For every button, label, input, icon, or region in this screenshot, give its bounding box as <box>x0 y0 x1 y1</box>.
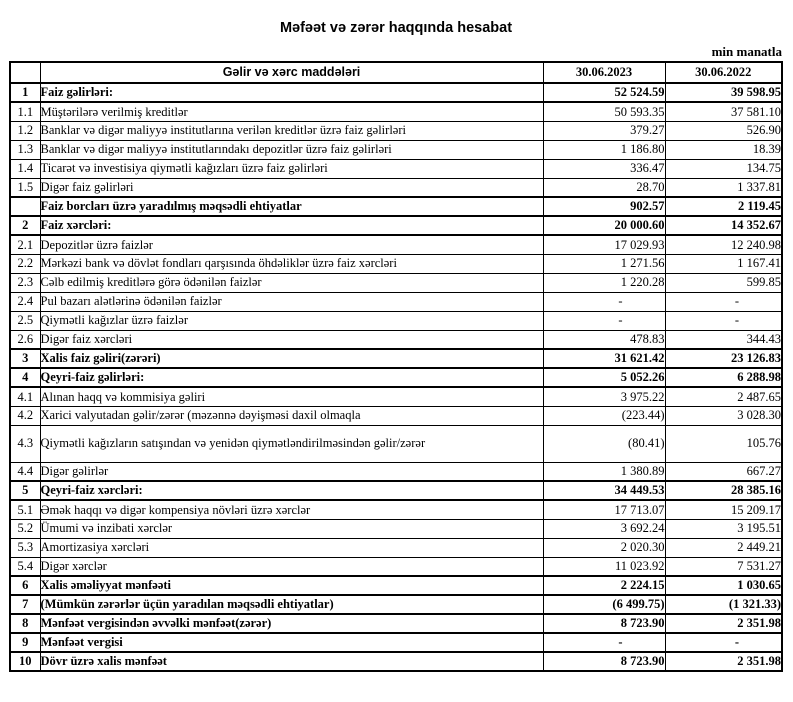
row-number: 10 <box>10 652 40 671</box>
value-2022: 1 167.41 <box>665 254 782 273</box>
value-2023: 3 975.22 <box>543 387 665 406</box>
table-row <box>10 102 782 121</box>
row-label: Pul bazarı alətlərinə ödənilən faizlər <box>40 292 543 311</box>
value-2022: 15 209.17 <box>665 500 782 519</box>
row-label: Müştərilərə verilmiş kreditlər <box>40 102 543 121</box>
value-2023: 2 020.30 <box>543 538 665 557</box>
value-2023: 17 029.93 <box>543 235 665 254</box>
row-number: 2.1 <box>10 235 40 254</box>
value-2023: 1 186.80 <box>543 140 665 159</box>
row-label: Xalis faiz gəliri(zərəri) <box>40 349 543 368</box>
value-2023: 8 723.90 <box>543 652 665 671</box>
value-2023: - <box>543 311 665 330</box>
table-row <box>10 140 782 159</box>
table-row <box>10 349 782 368</box>
value-2022: - <box>665 292 782 311</box>
row-number: 1.2 <box>10 121 40 140</box>
table-row <box>10 83 782 102</box>
row-label: Banklar və digər maliyyə institutlarına verilən kreditlər üzrə faiz gəlirləri <box>40 121 543 140</box>
value-2023: 336.47 <box>543 159 665 178</box>
row-label: Qiymətli kağızların satışından və yenidən qiymətləndirilməsindən gəlir/zərər <box>40 425 543 462</box>
value-2023: - <box>543 292 665 311</box>
row-number: 2 <box>10 216 40 235</box>
row-number <box>10 197 40 216</box>
value-2022: 37 581.10 <box>665 102 782 121</box>
table-row <box>10 368 782 387</box>
table-row <box>10 254 782 273</box>
row-label: Faiz gəlirləri: <box>40 83 543 102</box>
value-2022: 12 240.98 <box>665 235 782 254</box>
page-title: Məfəət və zərər haqqında hesabat <box>279 20 513 36</box>
row-number: 3 <box>10 349 40 368</box>
table-row <box>10 121 782 140</box>
value-2023: (6 499.75) <box>543 595 665 614</box>
table-row <box>10 595 782 614</box>
value-2022: - <box>665 311 782 330</box>
row-label: Əmək haqqı və digər kompensiya növləri üzrə xərclər <box>40 500 543 519</box>
value-2022: 23 126.83 <box>665 349 782 368</box>
row-number: 4.1 <box>10 387 40 406</box>
row-number: 5.4 <box>10 557 40 576</box>
row-label: Mənfəət vergisindən əvvəlki mənfəət(zərər) <box>40 614 543 633</box>
table-row <box>10 159 782 178</box>
table-row <box>10 576 782 595</box>
row-number: 2.6 <box>10 330 40 349</box>
value-2022: 526.90 <box>665 121 782 140</box>
profit-loss-table <box>9 61 783 672</box>
row-label: Xarici valyutadan gəlir/zərər (məzənnə dəyişməsi daxil olmaqla <box>40 406 543 425</box>
row-number: 1.1 <box>10 102 40 121</box>
row-number: 4 <box>10 368 40 387</box>
row-label: Depozitlər üzrə faizlər <box>40 235 543 254</box>
table-row <box>10 216 782 235</box>
row-label: Alınan haqq və kommisiya gəliri <box>40 387 543 406</box>
value-2023: 478.83 <box>543 330 665 349</box>
header-row <box>10 62 782 83</box>
value-2023: - <box>543 633 665 652</box>
row-label: Digər faiz xərcləri <box>40 330 543 349</box>
table-row <box>10 538 782 557</box>
table-row <box>10 406 782 425</box>
row-label: Qiymətli kağızlar üzrə faizlər <box>40 311 543 330</box>
row-label: Ticarət və investisiya qiymətli kağızları üzrə faiz gəlirləri <box>40 159 543 178</box>
row-label: Digər xərclər <box>40 557 543 576</box>
table-body <box>10 83 782 671</box>
value-2023: 379.27 <box>543 121 665 140</box>
value-2023: 11 023.92 <box>543 557 665 576</box>
table-row <box>10 178 782 197</box>
report-sheet <box>9 20 783 672</box>
value-2023: 2 224.15 <box>543 576 665 595</box>
value-2023: 20 000.60 <box>543 216 665 235</box>
value-2022: 3 195.51 <box>665 519 782 538</box>
row-label: Digər gəlirlər <box>40 462 543 481</box>
row-label: Qeyri-faiz xərcləri: <box>40 481 543 500</box>
table-row <box>10 500 782 519</box>
table-row <box>10 614 782 633</box>
row-number: 1.4 <box>10 159 40 178</box>
value-2022: 1 030.65 <box>665 576 782 595</box>
value-2022: 14 352.67 <box>665 216 782 235</box>
value-2023: 31 621.42 <box>543 349 665 368</box>
value-2022: 3 028.30 <box>665 406 782 425</box>
table-row <box>10 292 782 311</box>
value-2022: 667.27 <box>665 462 782 481</box>
row-number: 2.3 <box>10 273 40 292</box>
value-2023: 34 449.53 <box>543 481 665 500</box>
value-2022: - <box>665 633 782 652</box>
value-2022: 344.43 <box>665 330 782 349</box>
row-number: 2.5 <box>10 311 40 330</box>
table-row <box>10 557 782 576</box>
row-number: 5 <box>10 481 40 500</box>
row-number: 7 <box>10 595 40 614</box>
table-row <box>10 481 782 500</box>
header-cell-period-2: 30.06.2022 <box>665 62 782 83</box>
value-2023: 1 380.89 <box>543 462 665 481</box>
value-2023: (80.41) <box>543 425 665 462</box>
row-label: (Mümkün zərərlər üçün yaradılan məqsədli ehtiyatlar) <box>40 595 543 614</box>
value-2022: 2 351.98 <box>665 614 782 633</box>
row-label: Xalis əməliyyat mənfəəti <box>40 576 543 595</box>
header-cell-items: Gəlir və xərc maddələri <box>40 62 543 83</box>
row-label: Mənfəət vergisi <box>40 633 543 652</box>
value-2023: 3 692.24 <box>543 519 665 538</box>
row-label: Banklar və digər maliyyə institutlarındakı depozitlər üzrə faiz gəlirləri <box>40 140 543 159</box>
row-label: Cəlb edilmiş kreditlərə görə ödənilən faizlər <box>40 273 543 292</box>
table-row <box>10 519 782 538</box>
row-number: 5.3 <box>10 538 40 557</box>
row-number: 2.2 <box>10 254 40 273</box>
value-2022: 2 487.65 <box>665 387 782 406</box>
value-2022: 599.85 <box>665 273 782 292</box>
table-row <box>10 462 782 481</box>
value-2022: 18.39 <box>665 140 782 159</box>
table-row <box>10 652 782 671</box>
value-2023: 1 271.56 <box>543 254 665 273</box>
value-2023: (223.44) <box>543 406 665 425</box>
row-number: 5.1 <box>10 500 40 519</box>
value-2022: 1 337.81 <box>665 178 782 197</box>
row-number: 4.4 <box>10 462 40 481</box>
table-row <box>10 273 782 292</box>
value-2023: 8 723.90 <box>543 614 665 633</box>
value-2022: 134.75 <box>665 159 782 178</box>
row-number: 2.4 <box>10 292 40 311</box>
row-number: 1 <box>10 83 40 102</box>
value-2023: 17 713.07 <box>543 500 665 519</box>
table-row <box>10 330 782 349</box>
row-number: 6 <box>10 576 40 595</box>
value-2023: 5 052.26 <box>543 368 665 387</box>
row-label: Mərkəzi bank və dövlət fondları qarşısında öhdəliklər üzrə faiz xərcləri <box>40 254 543 273</box>
row-label: Qeyri-faiz gəlirləri: <box>40 368 543 387</box>
value-2022: 7 531.27 <box>665 557 782 576</box>
row-label: Ümumi və inzibati xərclər <box>40 519 543 538</box>
value-2022: 105.76 <box>665 425 782 462</box>
row-number: 1.3 <box>10 140 40 159</box>
table-row <box>10 197 782 216</box>
row-label: Faiz xərcləri: <box>40 216 543 235</box>
row-label: Digər faiz gəlirləri <box>40 178 543 197</box>
value-2023: 1 220.28 <box>543 273 665 292</box>
value-2023: 28.70 <box>543 178 665 197</box>
value-2023: 52 524.59 <box>543 83 665 102</box>
value-2022: 39 598.95 <box>665 83 782 102</box>
value-2023: 50 593.35 <box>543 102 665 121</box>
row-label: Faiz borcları üzrə yaradılmış məqsədli ehtiyatlar <box>40 197 543 216</box>
value-2022: 6 288.98 <box>665 368 782 387</box>
unit-note: min manatla <box>711 44 782 59</box>
value-2022: 2 119.45 <box>665 197 782 216</box>
header-cell-number <box>10 62 40 83</box>
row-number: 5.2 <box>10 519 40 538</box>
value-2022: 28 385.16 <box>665 481 782 500</box>
value-2023: 902.57 <box>543 197 665 216</box>
table-row <box>10 235 782 254</box>
header-cell-period-1: 30.06.2023 <box>543 62 665 83</box>
row-number: 9 <box>10 633 40 652</box>
table-row <box>10 633 782 652</box>
row-number: 1.5 <box>10 178 40 197</box>
row-number: 4.2 <box>10 406 40 425</box>
value-2022: (1 321.33) <box>665 595 782 614</box>
table-row <box>10 387 782 406</box>
row-label: Amortizasiya xərcləri <box>40 538 543 557</box>
row-number: 8 <box>10 614 40 633</box>
row-number: 4.3 <box>10 425 40 462</box>
table-row <box>10 311 782 330</box>
value-2022: 2 449.21 <box>665 538 782 557</box>
row-label: Dövr üzrə xalis mənfəət <box>40 652 543 671</box>
table-row <box>10 425 782 462</box>
value-2022: 2 351.98 <box>665 652 782 671</box>
